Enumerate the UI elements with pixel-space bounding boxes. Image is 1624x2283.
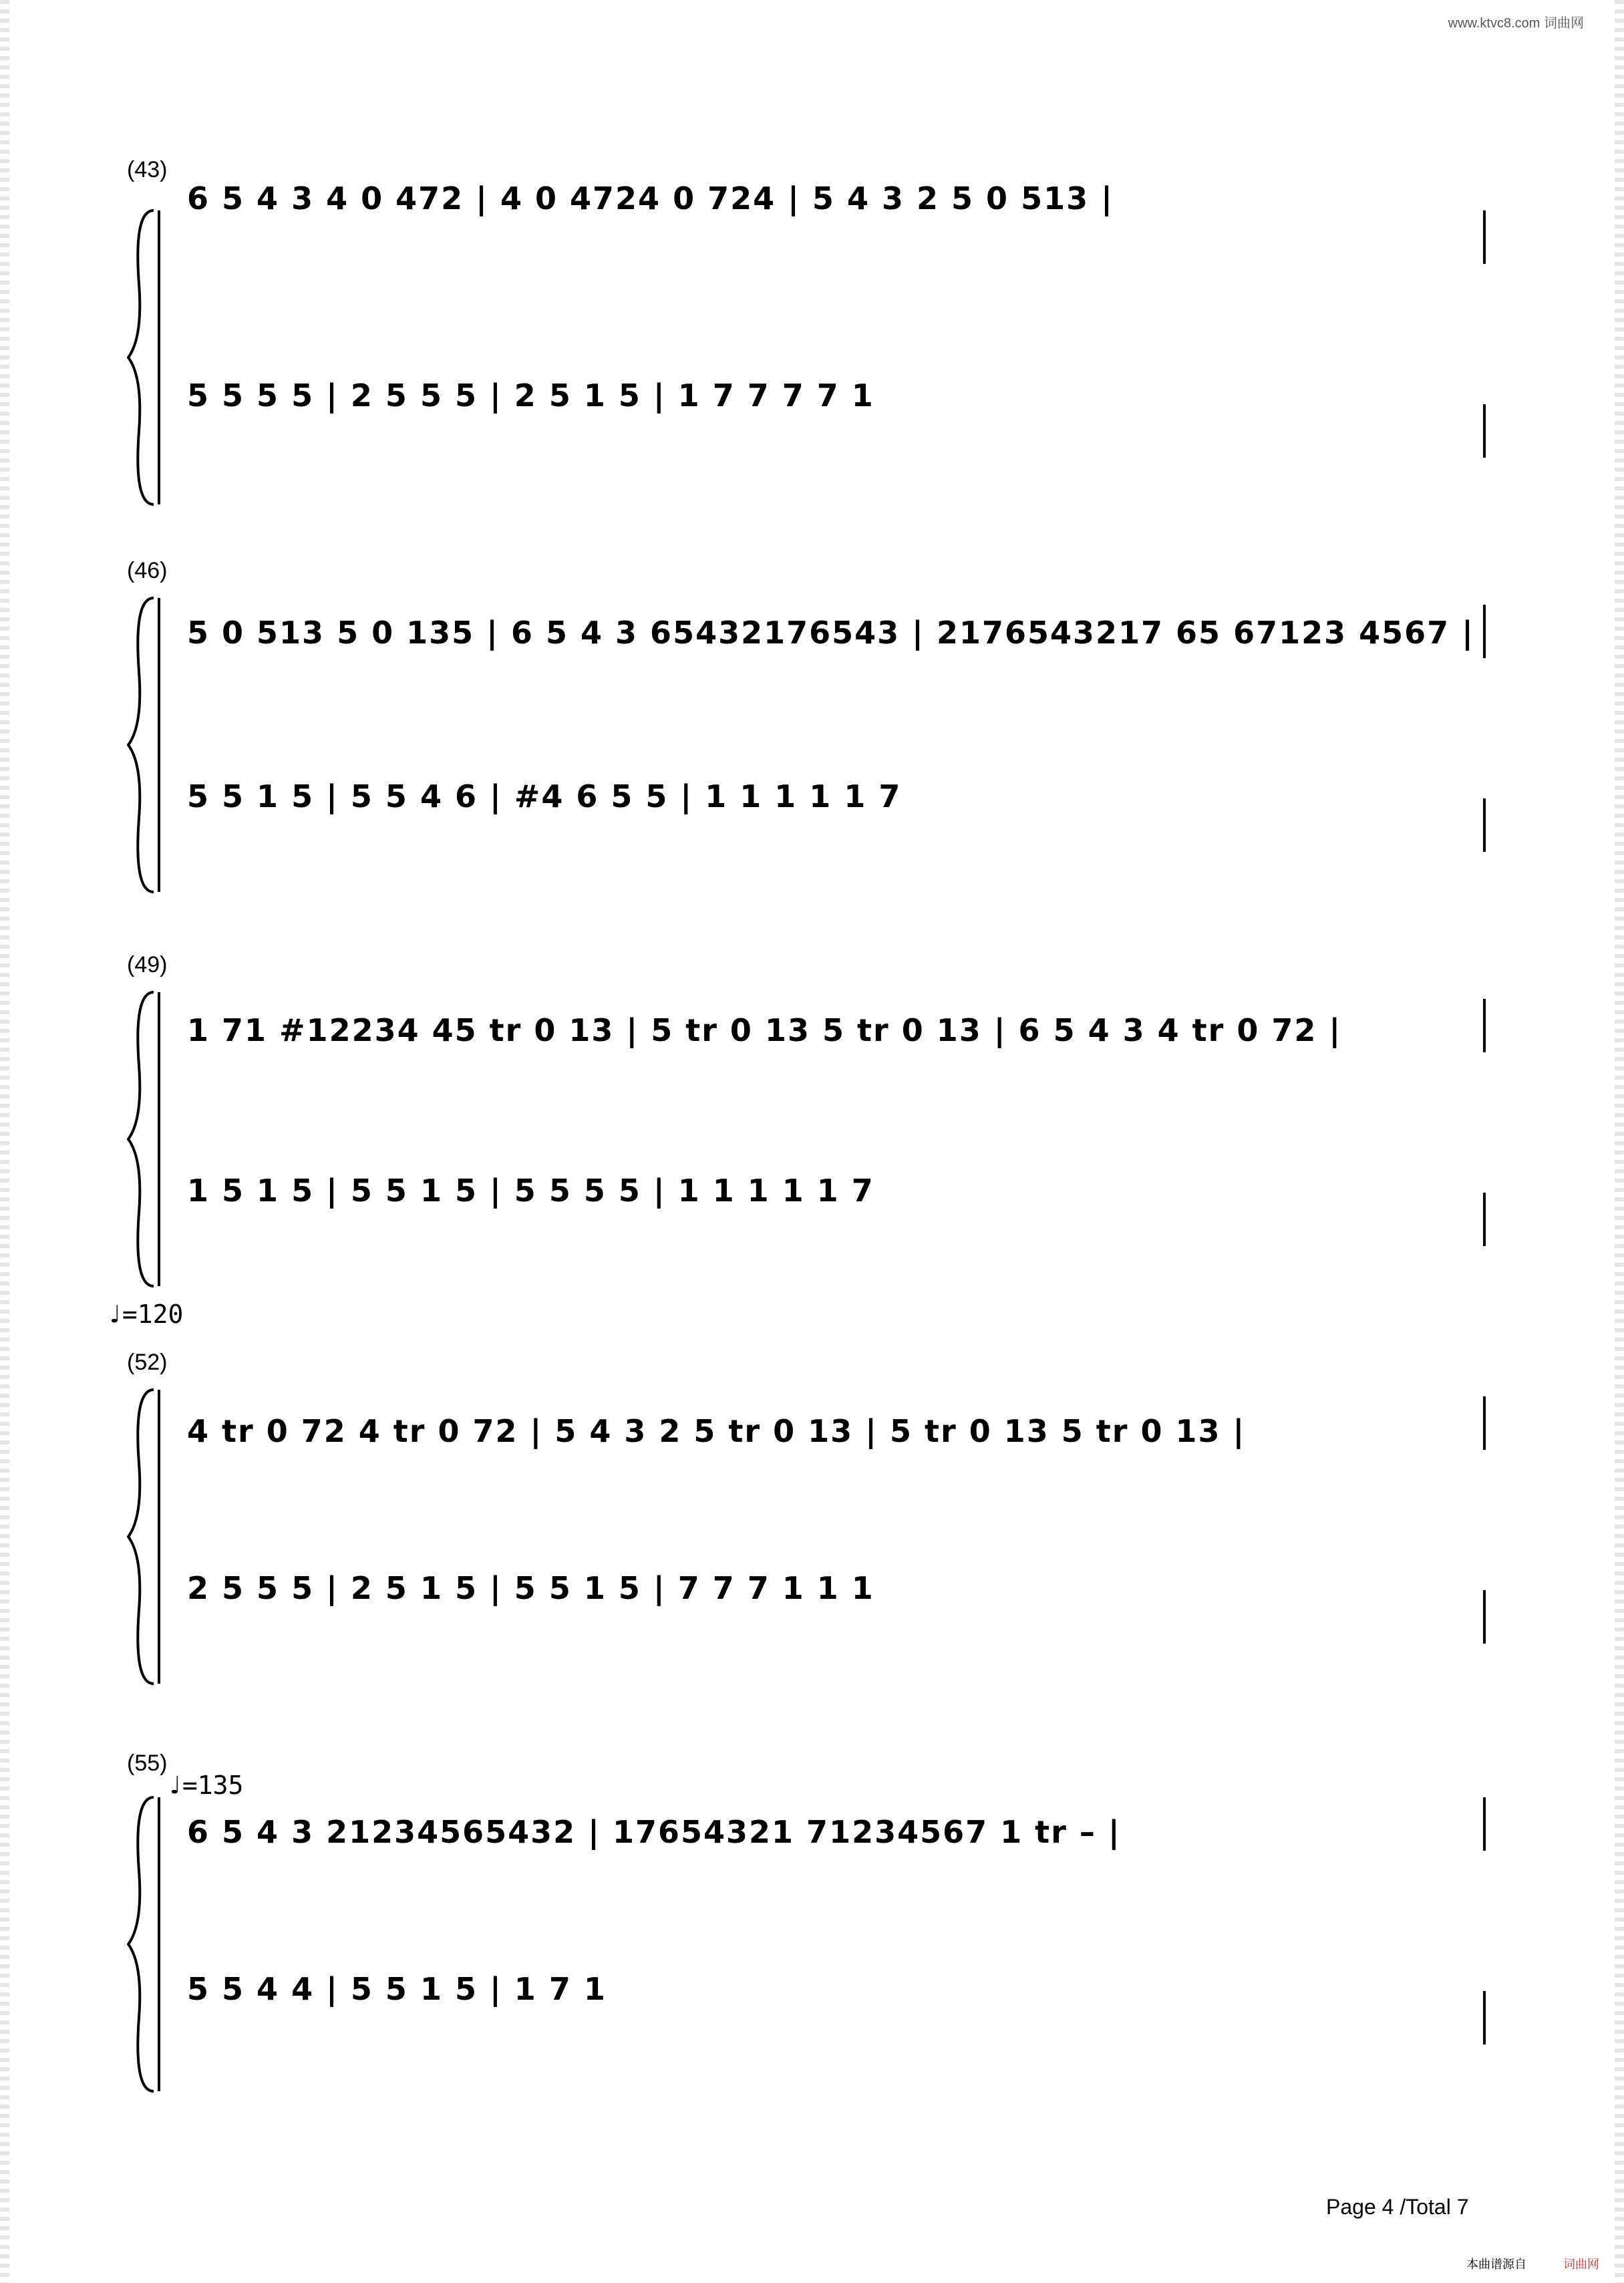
right-margin-strip: [1615, 0, 1624, 2283]
barline: [1483, 210, 1486, 264]
upper-staff-notes: 1 71 #12234 45 tr 0 13 | 5 tr 0 13 5 tr 0 13 | 6 5 4 3 4 tr 0 72 |: [187, 1012, 1342, 1048]
lower-staff-notes: 5 5 5 5 | 2 5 5 5 | 2 5 1 5 | 1 7 7 7 7 1: [187, 377, 874, 414]
site-header-text: www.ktvc8.com 词曲网: [1448, 16, 1584, 31]
barline: [1483, 999, 1486, 1052]
score-system-5: [127, 1751, 1496, 2071]
measure-number: (49): [127, 952, 168, 977]
tempo-marking: ♩=120: [107, 1300, 184, 1329]
barline: [1483, 1590, 1486, 1644]
tempo-marking: ♩=135: [167, 1771, 244, 1800]
barline: [1483, 1991, 1486, 2044]
page-counter: Page 4 /Total 7: [1326, 2195, 1469, 2219]
grand-staff-brace: [127, 1791, 167, 2111]
lower-staff-notes: 5 5 4 4 | 5 5 1 5 | 1 7 1: [187, 1971, 607, 2007]
barline: [1483, 1193, 1486, 1246]
lower-staff-notes: 1 5 1 5 | 5 5 1 5 | 5 5 5 5 | 1 1 1 1 1 7: [187, 1173, 874, 1209]
score-system-4: [127, 1350, 1496, 1670]
measure-number: (55): [127, 1751, 168, 1776]
barline: [1483, 798, 1486, 852]
site-logo-text: 词曲网: [1563, 2258, 1599, 2271]
barline: [1483, 605, 1486, 658]
grand-staff-brace: [127, 1383, 167, 1704]
left-margin-strip: [0, 0, 9, 2283]
lower-staff-notes: 5 5 1 5 | 5 5 4 6 | #4 6 5 5 | 1 1 1 1 1 7: [187, 778, 902, 814]
score-system-1: [127, 157, 1496, 478]
grand-staff-brace: [127, 591, 167, 912]
grand-staff-brace: [127, 204, 167, 524]
barline: [1483, 1797, 1486, 1851]
upper-staff-notes: 5 0 513 5 0 135 | 6 5 4 3 65432176543 | 2176543217 65 67123 4567 |: [187, 615, 1474, 651]
score-system-3: [127, 952, 1496, 1273]
barline: [1483, 404, 1486, 458]
measure-number: (52): [127, 1350, 168, 1375]
measure-number: (46): [127, 558, 168, 583]
upper-staff-notes: 6 5 4 3 21234565432 | 17654321 71234567 1 tr – |: [187, 1814, 1121, 1850]
source-stamp: 本曲谱源自: [1466, 2258, 1526, 2271]
score-system-2: [127, 558, 1496, 879]
lower-staff-notes: 2 5 5 5 | 2 5 1 5 | 5 5 1 5 | 7 7 7 1 1 1: [187, 1570, 874, 1606]
measure-number: (43): [127, 157, 168, 182]
upper-staff-notes: 6 5 4 3 4 0 472 | 4 0 4724 0 724 | 5 4 3 2 5 0 513 |: [187, 180, 1114, 216]
upper-staff-notes: 4 tr 0 72 4 tr 0 72 | 5 4 3 2 5 tr 0 13 | 5 tr 0 13 5 tr 0 13 |: [187, 1413, 1246, 1449]
barline: [1483, 1396, 1486, 1450]
grand-staff-brace: [127, 985, 167, 1306]
